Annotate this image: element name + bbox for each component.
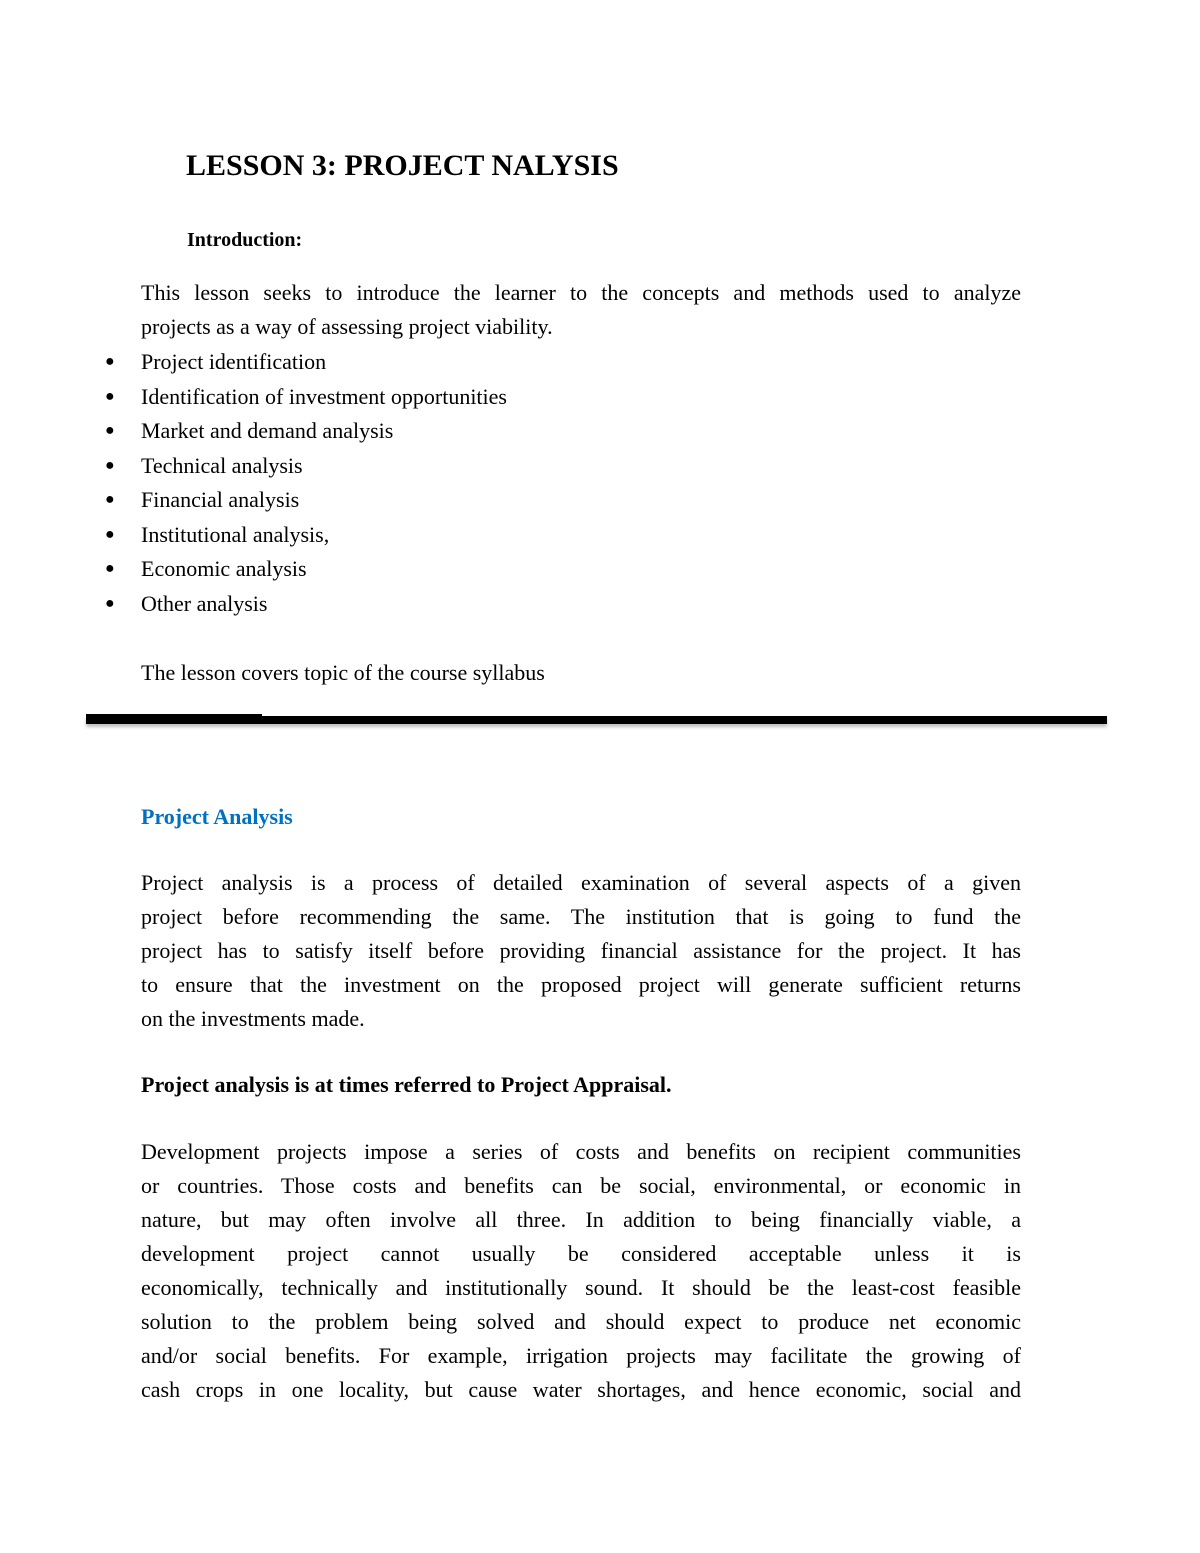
list-item [105,552,507,587]
text-line: Development projects impose a series of costs and benefits on recipient communities [141,1139,1021,1164]
list-item-text: Project identification [141,349,327,374]
paragraph-1 [141,866,1021,1036]
list-item [105,587,507,622]
bullet-icon: ● [105,422,115,439]
text-line: This lesson seeks to introduce the learner to the concepts and methods used to analyze [141,280,1021,305]
list-item [105,380,507,415]
text-line: or countries. Those costs and benefits can be social, environmental, or economic in [141,1173,1021,1198]
paragraph-2 [141,1135,1021,1407]
bullet-icon: ● [105,525,115,543]
list-item-text: Financial analysis [141,487,300,512]
text-line: project has to satisfy itself before providing financial assistance for the project. It has [141,938,1021,963]
bullet-icon: ● [105,353,115,370]
bullet-icon: ● [105,594,115,612]
text-line: project before recommending the same. The institution that is going to fund the [141,904,1021,929]
section-divider [86,716,1107,724]
list-item-text: Identification of investment opportunities [141,383,507,409]
list-item-text: Economic analysis [141,556,307,581]
text-line: nature, but may often involve all three. In addition to being financially viable, a [141,1207,1021,1232]
text-line: development project cannot usually be considered acceptable unless it is [141,1241,1021,1266]
list-item-text: Market and demand analysis [141,418,394,443]
list-item [105,449,507,484]
text-line: and/or social benefits. For example, irrigation projects may facilitate the growing of [141,1343,1021,1368]
list-item [105,518,507,553]
text-line: projects as a way of assessing project viability. [141,314,553,339]
text-line: on the investments made. [141,1006,365,1031]
list-item [105,345,507,380]
bullet-icon: ● [105,491,115,508]
bullet-icon: ● [105,560,115,577]
text-line: solution to the problem being solved and should expect to produce net economic [141,1309,1021,1334]
bullet-icon: ● [105,456,115,474]
text-line: Project analysis is a process of detailed examination of several aspects of a given [141,870,1021,895]
section-heading: Project Analysis [141,804,293,829]
text-line: to ensure that the investment on the proposed project will generate sufficient returns [141,972,1021,997]
list-item-text: Institutional analysis, [141,521,330,547]
topic-list [105,345,507,621]
text-line: economically, technically and institutionally sound. It should be the least-cost feasible [141,1275,1021,1300]
introduction-heading: Introduction: [187,229,303,251]
list-item-text: Technical analysis [141,452,303,478]
introduction-paragraph [141,276,1021,344]
coverage-text: The lesson covers topic of the course syllabus [141,660,545,685]
text-line: cash crops in one locality, but cause water shortages, and hence economic, social and [141,1377,1021,1402]
lesson-title: LESSON 3: PROJECT NALYSIS [186,149,619,182]
bullet-icon: ● [105,387,115,405]
list-item-text: Other analysis [141,590,268,616]
list-item [105,414,507,449]
list-item [105,483,507,518]
bold-statement: Project analysis is at times referred to Project Appraisal. [141,1072,672,1097]
